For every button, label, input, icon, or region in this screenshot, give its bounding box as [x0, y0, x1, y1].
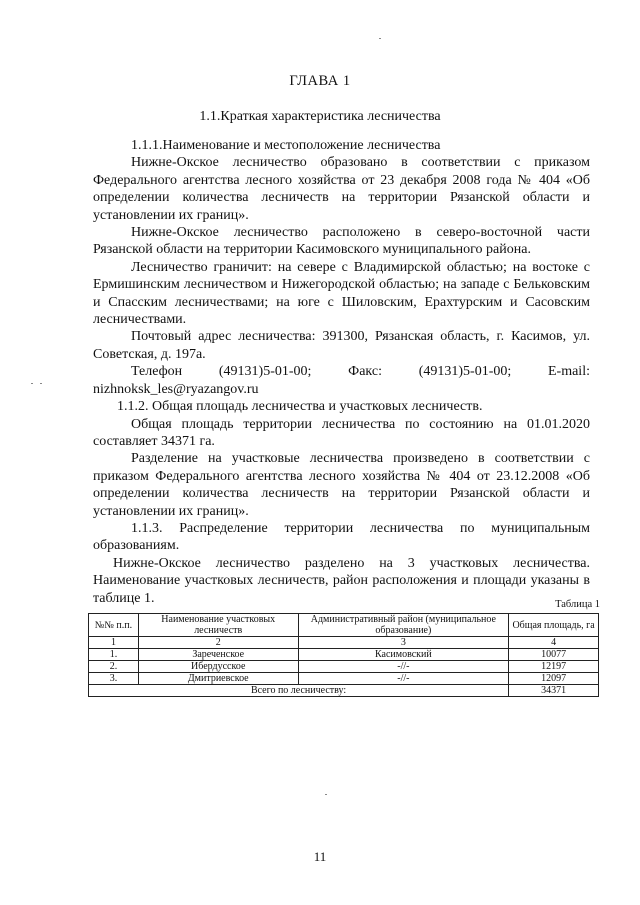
- table-cell: 4: [509, 637, 599, 649]
- table-cell: 1.: [89, 649, 139, 661]
- table-cell: Ибердусское: [138, 661, 298, 673]
- table-cell: Дмитриевское: [138, 673, 298, 685]
- table-cell: 12097: [509, 673, 599, 685]
- table-total-row: [89, 685, 599, 697]
- scan-speck: [31, 383, 33, 384]
- paragraph-2: Нижне-Окское лесничество расположено в северо-восточной части Рязанской области на территории Касимовского муниципального района.: [93, 225, 590, 258]
- table-row: [89, 661, 599, 673]
- subsection-heading-3: 1.1.3. Распределение территории лесничества по муниципальным образованиям.: [93, 520, 590, 554]
- table-cell: Зареченское: [138, 649, 298, 661]
- paragraph-6: Разделение на участковые лесничества произведено в соответствии с приказом Федерального агентства лесного хозяйства № 404 от 23.12.2008 «Об определении количества лесничеств на территории Рязанской области и установлении их границ».: [93, 451, 590, 519]
- table-cell: 12197: [509, 661, 599, 673]
- header-district: Административный район (муниципальное образование): [298, 614, 509, 637]
- table-cell: 3.: [89, 673, 139, 685]
- paragraph-1: Нижне-Окское лесничество образовано в соответствии с приказом Федерального агентства лесного хозяйства от 23 декабря 2008 года № 404 «Об определении количества лесничеств на территории Рязанской области и установлении их границ».: [93, 155, 590, 223]
- table-cell: -//-: [298, 661, 509, 673]
- table-cell: 1: [89, 637, 139, 649]
- subsection-heading-1: 1.1.1.Наименование и местоположение лесничества: [131, 138, 441, 153]
- table-numbering-row: [89, 637, 599, 649]
- paragraph-5: Общая площадь территории лесничества по состоянию на 01.01.2020 составляет 34371 га.: [93, 416, 590, 449]
- paragraph-7: Нижне-Окское лесничество разделено на 3 участковых лесничества. Наименование участковых лесничеств, район расположения и площади указаны в таблице 1.: [93, 555, 590, 606]
- header-number: №№ п.п.: [89, 614, 139, 637]
- section-title: 1.1.Краткая характеристика лесничества: [199, 109, 441, 124]
- scan-speck: [325, 794, 327, 795]
- table-row: [89, 673, 599, 685]
- paragraph-4: Почтовый адрес лесничества: 391300, Рязанская область, г. Касимов, ул. Советская, д. 197а.: [93, 329, 590, 362]
- fax-label: Факс:: [348, 364, 382, 380]
- table-cell: 2.: [89, 661, 139, 673]
- phone-number: (49131)5-01-00;: [218, 364, 312, 380]
- page-number: 11: [313, 849, 327, 864]
- total-value: 34371: [509, 685, 599, 697]
- table-row: [89, 649, 599, 661]
- header-name: Наименование участковых лесничеств: [138, 614, 298, 637]
- subsection-heading-2: 1.1.2. Общая площадь лесничества и участковых лесничеств.: [117, 399, 483, 415]
- paragraph-3: Лесничество граничит: на севере с Владимирской областью; на востоке с Ермишинским лесничеством и Нижегородской областью; на западе с Бельковским и Спасским лесничествами; на юге с Шиловским, Ерахтурским и Сасовским лесничествами.: [93, 259, 590, 328]
- table-cell: 2: [138, 637, 298, 649]
- table-caption: Таблица 1: [555, 599, 600, 610]
- table-cell: 3: [298, 637, 509, 649]
- email-address: nizhnoksk_les@ryazangov.ru: [93, 381, 259, 397]
- fax-number: (49131)5-01-00;: [418, 364, 512, 380]
- scan-speck: [40, 383, 42, 384]
- table-cell: Касимовский: [298, 649, 509, 661]
- scan-speck: [379, 38, 381, 39]
- total-label: Всего по лесничеству:: [89, 685, 509, 697]
- table-cell: 10077: [509, 649, 599, 661]
- forestry-table: [88, 613, 599, 697]
- chapter-heading: ГЛАВА 1: [289, 73, 351, 89]
- contact-line: [93, 363, 590, 380]
- table-cell: -//-: [298, 673, 509, 685]
- table-header-row: [89, 614, 599, 637]
- email-label: E-mail:: [547, 364, 590, 380]
- phone-label: Телефон: [131, 364, 183, 380]
- header-area: Общая площадь, га: [509, 614, 599, 637]
- body-text: [93, 137, 590, 607]
